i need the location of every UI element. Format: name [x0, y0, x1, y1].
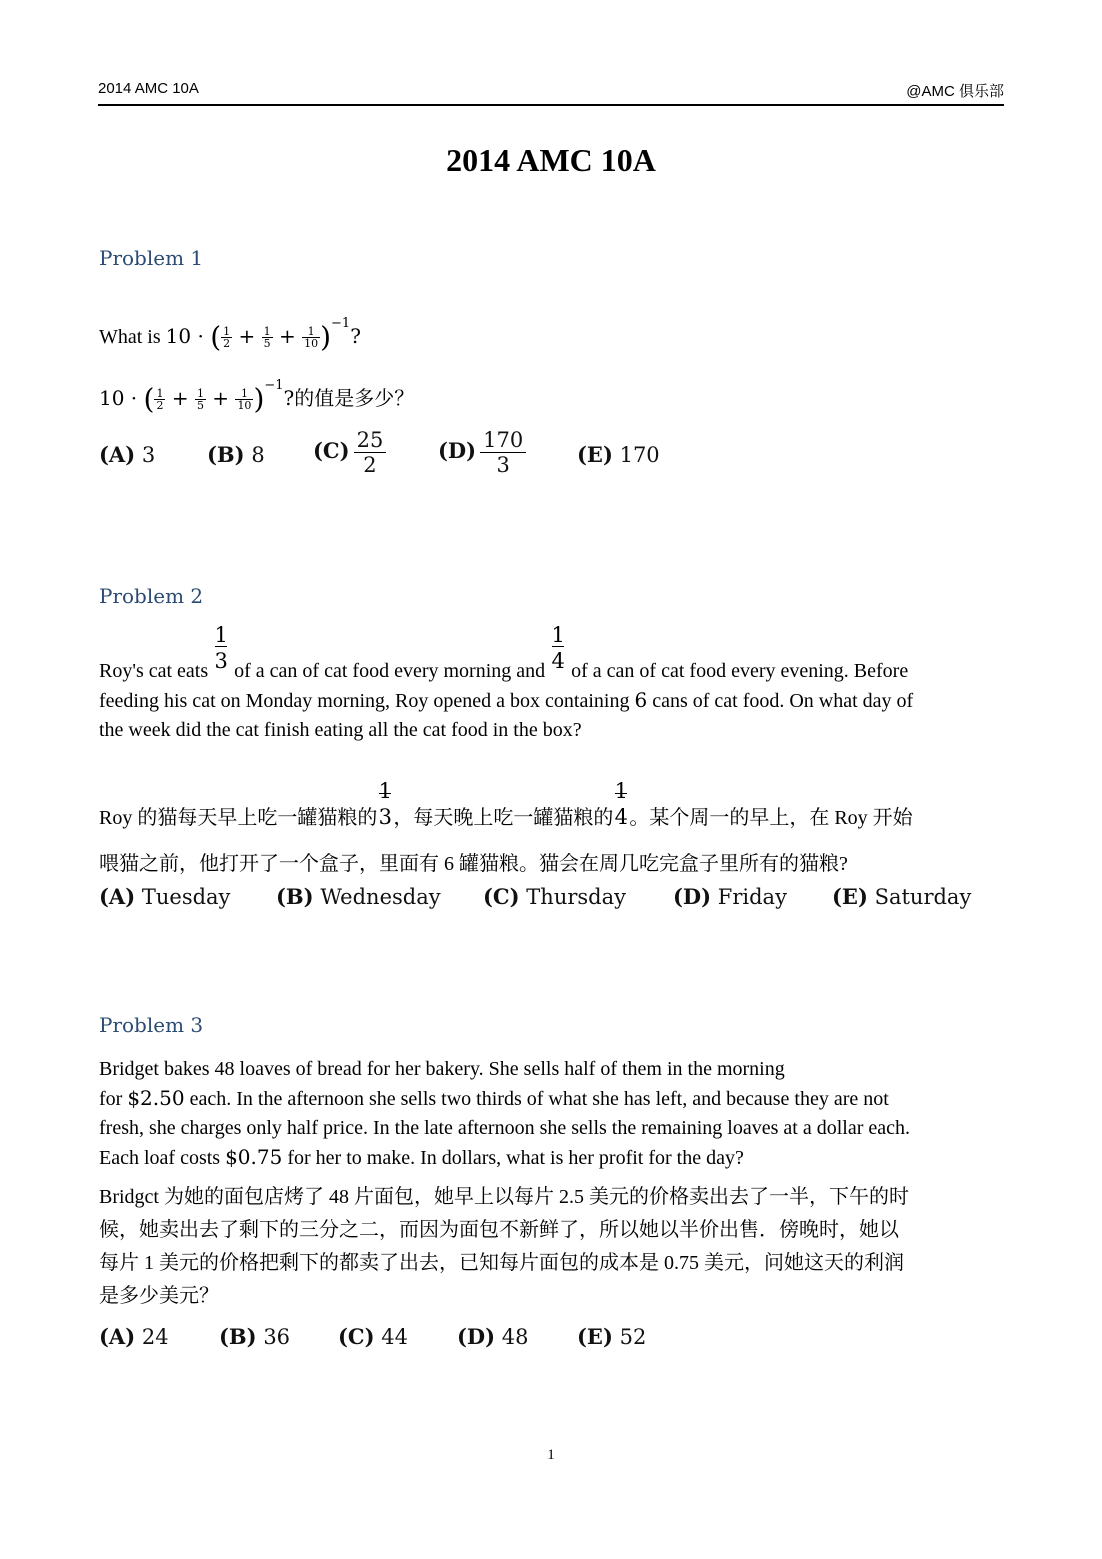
fraction-one-fourth: $\frac{1}{4}$ — [551, 623, 565, 673]
problem-1-zh-suffix: 的值是多少？ — [294, 388, 415, 410]
p3-zh-line2: 候，她卖出去了剩下的三分之二，而因为面包不新鲜了，所以她以半价出售．傍晚时，她以 — [99, 1219, 899, 1241]
p3-en-line4: Each loaf costs $0.75 for her to make. In dollars, what is her profit for the day? — [99, 1145, 744, 1169]
page-title: 2014 AMC 10A — [446, 142, 656, 178]
choice-c: (C) Thursday — [483, 884, 626, 909]
fraction-one-third-zh: 1 3 — [378, 779, 393, 829]
p2-en-line1: Roy's cat eats $\frac{1}{3}$ of a can of cat food every morning and $\frac{1}{4}$ of a can of cat food every evening. Before — [99, 623, 909, 682]
choice-b: (B) Wednesday — [276, 884, 441, 909]
expr-lead: 10 · — [99, 386, 138, 410]
problem-3-chinese — [99, 1181, 1004, 1313]
problem-2-title: Problem 2 — [99, 584, 204, 608]
expr-question-mark: ? — [283, 386, 295, 410]
problem-1-expression-zh: 10 · ( $\frac{1}{2}$ + $\frac{1}{5}$ + $\frac{1}{10}$ )$^{-1}$? — [99, 378, 295, 416]
choice-e: (E) 170 — [577, 442, 660, 467]
p3-en-line2: for $2.50 each. In the afternoon she sells two thirds of what she has left, and because they are not — [99, 1086, 889, 1110]
problem-3-choices — [99, 1324, 699, 1374]
choice-a: (A) Tuesday — [99, 884, 231, 909]
p3-zh-line1: Bridgct 为她的面包店烤了 48 片面包，她早上以每片 2.5 美元的价格卖出去了一半，下午的时 — [99, 1186, 909, 1208]
expr-frac: $\frac{1}{5}$ — [263, 325, 271, 350]
expr-lead: 10 · — [165, 324, 204, 348]
problem-2-chinese — [99, 779, 1004, 887]
expr-frac: $\frac{1}{5}$ — [196, 387, 204, 412]
choice-e: (E) Saturday — [832, 884, 972, 909]
expr-frac: $\frac{1}{2}$ — [156, 387, 164, 412]
page-number: 1 — [547, 1447, 555, 1463]
choice-e: (E) 52 — [577, 1324, 647, 1349]
expr-exponent: −1 — [331, 316, 351, 331]
problem-1-expression-en: 10 · ( $\frac{1}{2}$ + $\frac{1}{5}$ + $\frac{1}{10}$ )$^{-1}$? — [165, 316, 361, 354]
p3-en-line1: Bridget bakes 48 loaves of bread for her bakery. She sells half of them in the morning — [99, 1058, 785, 1080]
p2-zh-line2: 喂猫之前，他打开了一个盒子，里面有 6 罐猫粮。猫会在周几吃完盒子里所有的猫粮? — [99, 853, 848, 875]
problem-1-chinese — [99, 362, 1004, 424]
problem-1-en-prefix: What is — [99, 326, 161, 348]
problem-1-choices — [99, 428, 719, 478]
p3-zh-line3: 每片 1 美元的价格把剩下的都卖了出去，已知每片面包的成本是 0.75 美元，问她这天的利润 — [99, 1252, 904, 1274]
problem-3-english — [99, 1055, 1004, 1173]
problem-2-english — [99, 623, 1004, 745]
choice-c: (C) 44 — [338, 1324, 409, 1349]
problem-3-title: Problem 3 — [99, 1013, 204, 1037]
choice-d: (D) Friday — [673, 884, 787, 909]
expr-frac: $\frac{1}{2}$ — [223, 325, 231, 350]
problem-1-title: Problem 1 — [99, 246, 204, 270]
choice-b: (B) 36 — [219, 1324, 291, 1349]
choice-d: (D) 48 — [457, 1324, 529, 1349]
p2-zh-line1: Roy 的猫每天早上吃一罐猫粮的 1 3 ，每天晚上吃一罐猫粮的 1 4 。某个周一的早上，在 Roy 开始 — [99, 779, 913, 829]
expr-frac: $\frac{1}{10}$ — [237, 387, 252, 412]
fraction-one-fourth-zh: 1 4 — [614, 779, 629, 829]
problem-2-choices — [99, 884, 979, 934]
choice-a: (A) 24 — [99, 1324, 169, 1349]
expr-frac: $\frac{1}{10}$ — [304, 325, 319, 350]
page-header — [98, 78, 1004, 106]
fraction-one-third: $\frac{1}{3}$ — [214, 623, 228, 673]
p2-en-line3: the week did the cat finish eating all the cat food in the box? — [99, 719, 582, 741]
choice-c: (C) $\frac{25}{2}$ — [313, 428, 386, 477]
header-left: 2014 AMC 10A — [98, 80, 199, 97]
problem-1-english — [99, 300, 1004, 362]
expr-exponent: −1 — [264, 378, 284, 393]
choice-b: (B) 8 — [207, 442, 265, 467]
p3-zh-line4: 是多少美元？ — [99, 1285, 219, 1307]
choice-a: (A) 3 — [99, 442, 156, 467]
expr-question-mark: ? — [350, 324, 361, 348]
choice-d: (D) $\frac{170}{3}$ — [438, 428, 526, 477]
p3-en-line3: fresh, she charges only half price. In the late afternoon she sells the remaining loaves at a dollar each. — [99, 1117, 910, 1139]
p2-en-line2: feeding his cat on Monday morning, Roy opened a box containing 6 cans of cat food. On what day of — [99, 688, 914, 712]
header-right: @AMC 俱乐部 — [906, 83, 1004, 100]
